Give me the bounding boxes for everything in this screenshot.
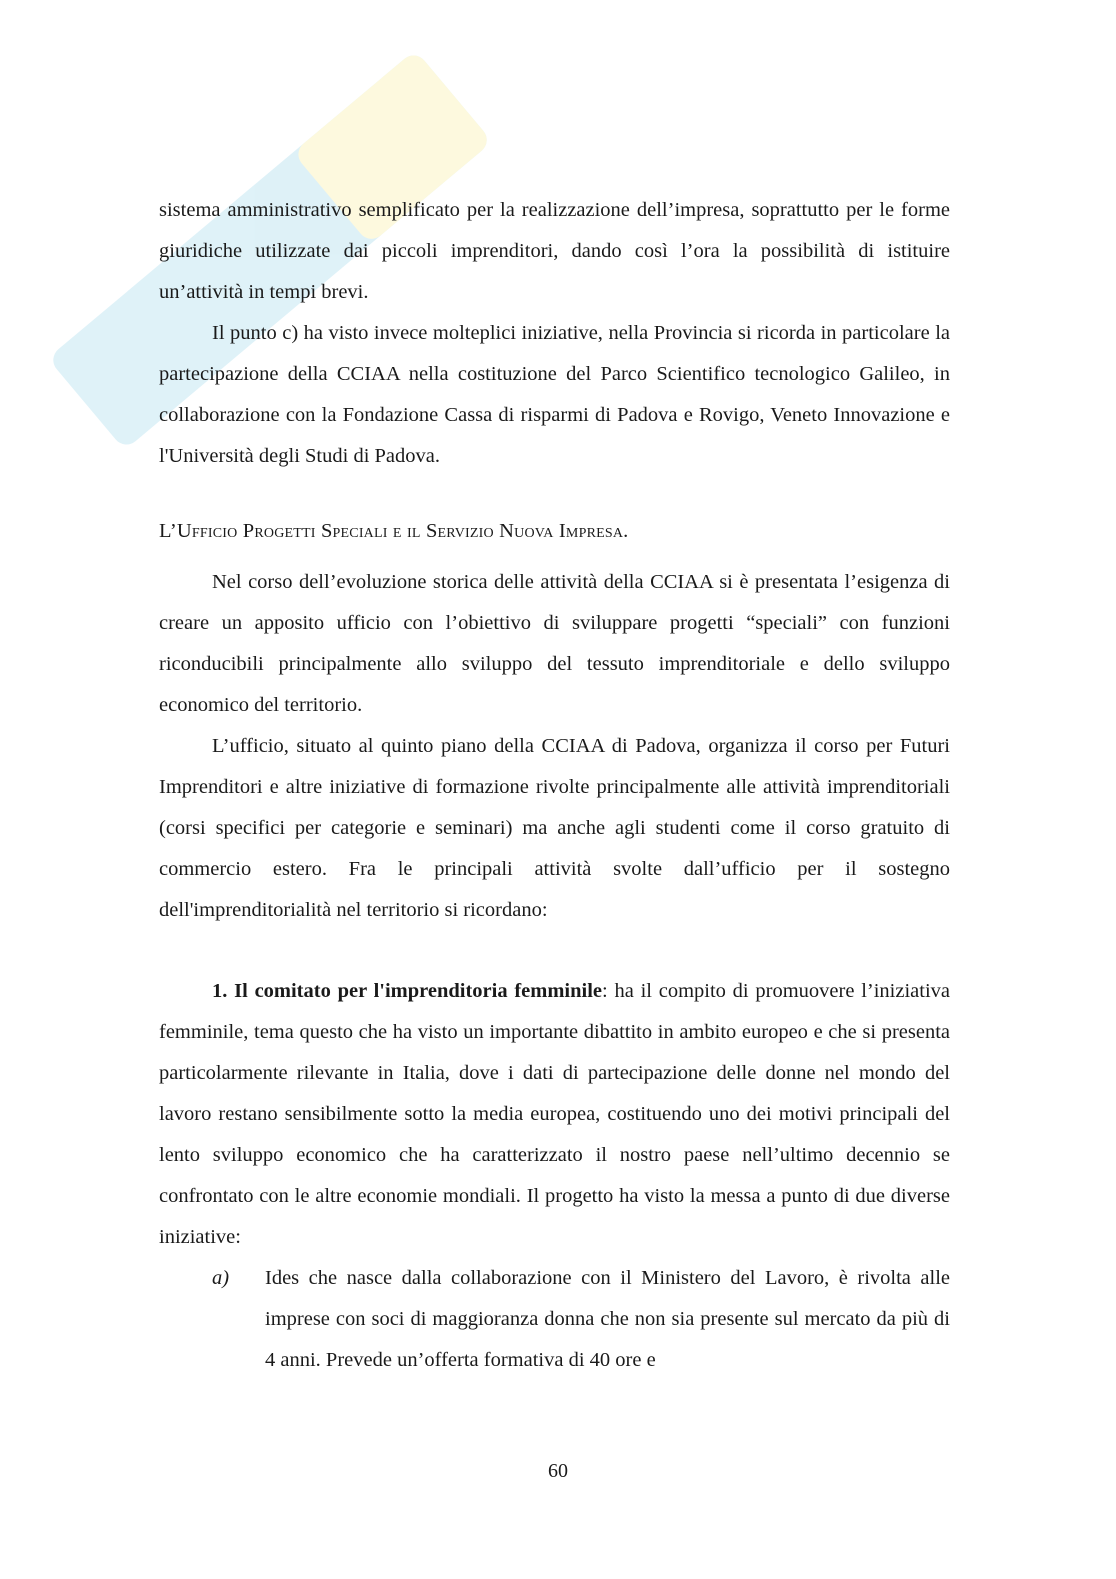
list-item-comitato xyxy=(159,971,950,1258)
sub-item-text: Ides che nasce dalla collaborazione con il Ministero del Lavoro, è rivolta alle imprese con soci di maggioranza donna che non sia presente sul mercato da più di 4 anni. Prevede un’offerta formativa di 40 ore e xyxy=(265,1267,950,1371)
paragraph-punto-c: Il punto c) ha visto invece molteplici iniziative, nella Provincia si ricorda in particolare la partecipazione della CCIAA nella costituzione del Parco Scientifico tecnologico Galileo, in collaborazione con la Fondazione Cassa di risparmi di Padova e Rovigo, Veneto Innovazione e l'Università degli Studi di Padova. xyxy=(159,322,950,467)
paragraph-evoluzione: Nel corso dell’evoluzione storica delle attività della CCIAA si è presentata l’esigenza di creare un apposito ufficio con l’obiettivo di sviluppare progetti “speciali” con funzioni riconducibili principalmente allo sviluppo del tessuto imprenditoriale e dello sviluppo economico del territorio. xyxy=(159,571,950,716)
section-heading xyxy=(159,511,950,552)
paragraph-ufficio: L’ufficio, situato al quinto piano della CCIAA di Padova, organizza il corso per Futuri Imprenditori e altre iniziative di formazione rivolte principalmente alle attività imprenditoriali (corsi specifici per categorie e seminari) ma anche agli studenti come il corso gratuito di commercio estero. Fra le principali attività svolte dall’ufficio per il sostegno dell'imprenditorialità nel territorio si ricordano: xyxy=(159,735,950,921)
list-item-text: : ha il compito di promuovere l’iniziativa femminile, tema questo che ha visto un importante dibattito in ambito europeo e che si presenta particolarmente rilevante in Italia, dove i dati di partecipazione delle donne nel mondo del lavoro restano sensibilmente sotto la media europea, costituendo uno dei motivi principali del lento sviluppo economico che ha caratterizzato il nostro paese nell’ultimo decennio se confrontato con le altre economie mondiali. Il progetto ha visto la messa a punto di due diverse iniziative: xyxy=(159,980,950,1248)
list-item-title: 1. Il comitato per l'imprenditoria femminile xyxy=(212,980,603,1002)
sub-item-marker: a) xyxy=(212,1267,230,1289)
sub-item-a xyxy=(212,1258,950,1381)
document-page xyxy=(159,190,950,1381)
page-number: 60 xyxy=(548,1460,568,1482)
section-heading-text: L’Ufficio Progetti Speciali e il Servizio Nuova Impresa. xyxy=(159,520,629,542)
paragraph-continuation: sistema amministrativo semplificato per la realizzazione dell’impresa, soprattutto per le forme giuridiche utilizzate dai piccoli imprenditori, dando così l’ora la possibilità di istituire un’attività in tempi brevi. xyxy=(159,199,950,303)
